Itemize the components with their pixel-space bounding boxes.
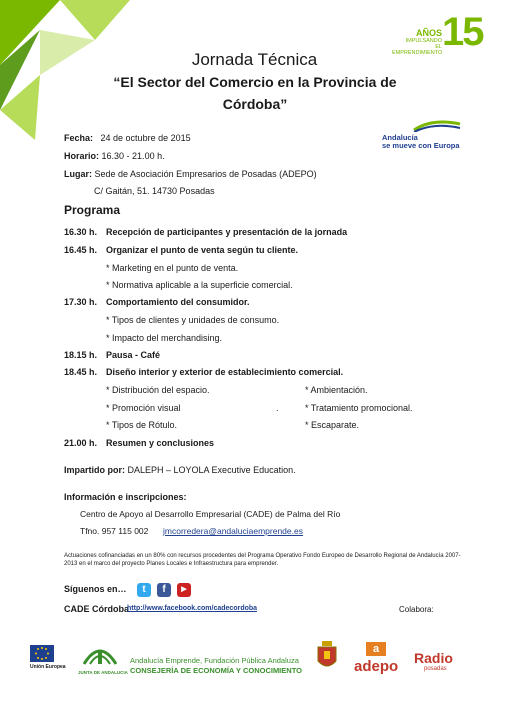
- fecha-value: 24 de octubre de 2015: [100, 133, 191, 143]
- anniversary-number: 15: [442, 10, 483, 54]
- andalucia-stripes-icon: [412, 120, 462, 132]
- page-subtitle: “El Sector del Comercio en la Provincia de Córdoba”: [113, 74, 397, 112]
- social-label: Síguenos en…: [64, 584, 127, 594]
- schedule-item: Diseño interior y exterior de establecimiento comercial.: [106, 367, 344, 377]
- andalucia-europa-logo: [382, 120, 472, 150]
- sub-escaparate: * Escaparate.: [305, 420, 360, 430]
- schedule-time: 18.15 h.: [64, 350, 98, 360]
- horario-label: Horario:: [64, 151, 100, 161]
- lugar-label: Lugar:: [64, 169, 92, 179]
- colabora-label: Colabora:: [399, 605, 434, 614]
- info-email-link[interactable]: jmcorredera@andaluciaemprende.es: [163, 526, 303, 536]
- cade-label: CADE Córdoba: [64, 604, 129, 614]
- lugar-row: [64, 169, 317, 179]
- fecha-row: [64, 133, 191, 143]
- anniversary-tagline-2: EL EMPRENDIMIENTO: [392, 44, 443, 56]
- ae-line2: CONSEJERÍA DE ECONOMÍA Y CONOCIMIENTO: [130, 666, 302, 675]
- anniversary-anos: AÑOS: [416, 28, 443, 38]
- sub-promocion: * Promoción visual: [106, 403, 181, 413]
- ue-label: Unión Europea: [30, 664, 66, 670]
- andalucia-line1: Andalucía: [382, 133, 418, 142]
- info-title: Información e inscripciones:: [64, 492, 187, 502]
- schedule-item: Comportamiento del consumidor.: [106, 297, 250, 307]
- sub-rotulo: * Tipos de Rótulo.: [106, 420, 178, 430]
- radio-sub: posadas: [424, 666, 447, 672]
- anniversary-tagline-1: IMPULSANDO: [405, 38, 442, 44]
- facebook-icon[interactable]: f: [157, 583, 171, 597]
- sub-ambientacion: * Ambientación.: [305, 385, 368, 395]
- sub-normativa: * Normativa aplicable a la superficie comercial.: [106, 280, 293, 290]
- schedule-time: 21.00 h.: [64, 438, 98, 448]
- andalucia-line2: se mueve con Europa: [382, 141, 460, 150]
- schedule-item: Resumen y conclusiones: [106, 438, 215, 448]
- schedule-time: 16.30 h.: [64, 227, 98, 237]
- radio-label: Radio: [414, 650, 453, 666]
- junta-label: JUNTA DE ANDALUCIA: [78, 670, 128, 675]
- sub-marketing: * Marketing en el punto de venta.: [106, 263, 239, 273]
- fecha-label: Fecha:: [64, 133, 94, 143]
- sub-promocion-dot: .: [276, 403, 279, 413]
- impartido-label: Impartido por:: [64, 465, 125, 475]
- schedule-time: 16.45 h.: [64, 245, 98, 255]
- adepo-label: adepo: [354, 658, 399, 675]
- impartido-value: DALEPH – LOYOLA Executive Education.: [127, 465, 296, 475]
- twitter-icon[interactable]: t: [137, 583, 151, 597]
- info-center: Centro de Apoyo al Desarrollo Empresarial (CADE) de Palma del Río: [80, 509, 341, 519]
- funding-note: Actuaciones cofinanciadas en un 80% con recursos procedentes del Programa Operativo Fondo Europeo de Desarrollo Regional de Andalucía 2007-2013 en el marco del proyecto Planes Locales e Infraestructura para emprender.: [64, 553, 461, 567]
- horario-value: 16.30 - 21.00 h.: [101, 151, 165, 161]
- info-phone: Tfno. 957 115 002: [80, 526, 149, 536]
- youtube-icon[interactable]: ▶: [177, 583, 191, 597]
- facebook-url-link[interactable]: http://www.facebook.com/cadecordoba: [127, 605, 258, 612]
- schedule-item: Recepción de participantes y presentación de la jornada: [106, 227, 348, 237]
- schedule-item: Pausa - Café: [106, 350, 161, 360]
- sub-tipos-clientes: * Tipos de clientes y unidades de consumo.: [106, 315, 280, 325]
- schedule-time: 17.30 h.: [64, 297, 98, 307]
- schedule-item: Organizar el punto de venta según tu cliente.: [106, 245, 299, 255]
- eu-stars-icon: [30, 645, 54, 662]
- sub-tratamiento: * Tratamiento promocional.: [305, 403, 413, 413]
- junta-andalucia-icon: [80, 642, 120, 668]
- posadas-crest-icon: [316, 641, 338, 675]
- lugar-value: Sede de Asociación Empresarios de Posadas (ADEPO): [94, 169, 317, 179]
- lugar-address: C/ Gaitán, 51. 14730 Posadas: [94, 186, 215, 196]
- adepo-mark-icon: a: [366, 642, 386, 656]
- schedule-time: 18.45 h.: [64, 367, 98, 377]
- horario-row: [64, 151, 165, 161]
- programa-title: Programa: [64, 203, 121, 217]
- sub-distribucion: * Distribución del espacio.: [106, 385, 210, 395]
- sub-merchandising: * Impacto del merchandising.: [106, 333, 223, 343]
- page-title: Jornada Técnica: [191, 50, 318, 69]
- ae-line1: Andalucía Emprende, Fundación Pública Andaluza: [130, 656, 299, 665]
- impartido-row: [64, 465, 296, 475]
- eu-flag-icon: [30, 645, 54, 662]
